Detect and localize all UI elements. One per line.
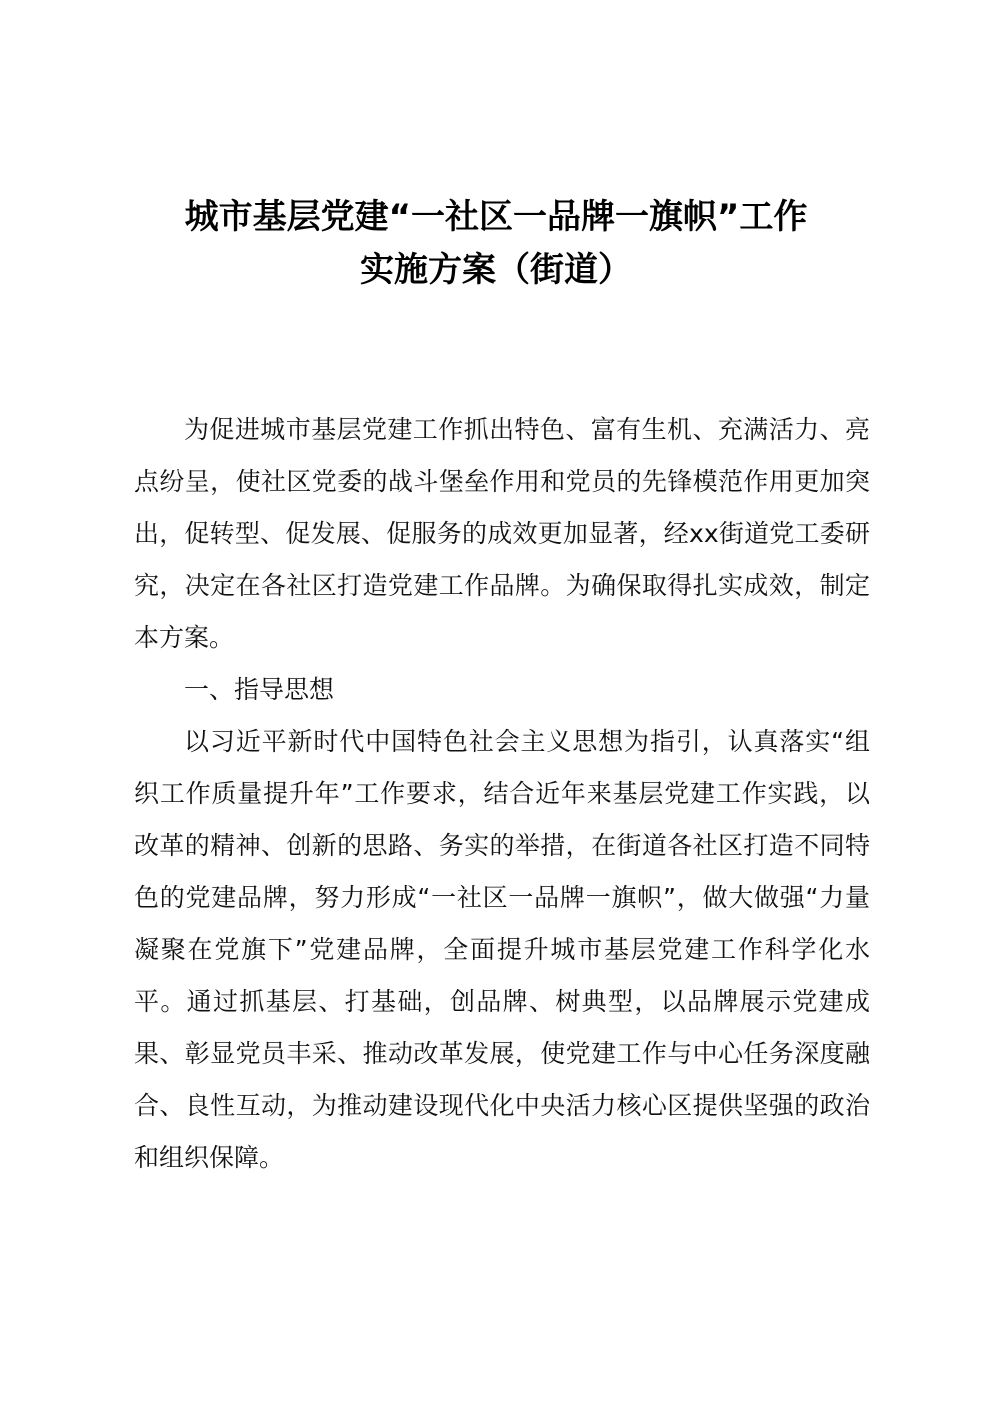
title-line-2: 实施方案（街道）: [360, 250, 632, 290]
section-paragraph-guiding-thought: 以习近平新时代中国特色社会主义思想为指引，认真落实“组织工作质量提升年”工作要求，结合近年来基层党建工作实践，以改革的精神、创新的思路、务实的举措，在街道各社区打造不同特色的党建品牌，努力形成“一社区一品牌一旗帜”，做大做强“力量凝聚在党旗下”党建品牌，全面提升城市基层党建工作科学化水平。通过抓基层、打基础，创品牌、树典型，以品牌展示党建成果、彰显党员丰采、推动改革发展，使党建工作与中心任务深度融合、良性互动，为推动建设现代化中央活力核心区提供坚强的政治和组织保障。: [134, 727, 870, 1172]
title-line-1: 城市基层党建“一社区一品牌一旗帜”工作: [184, 197, 808, 237]
intro-paragraph: 为促进城市基层党建工作抓出特色、富有生机、充满活力、亮点纷呈，使社区党委的战斗堡垒作用和党员的先锋模范作用更加突出，促转型、促发展、促服务的成效更加显著，经xx街道党工委研究，决定在各社区打造党建工作品牌。为确保取得扎实成效，制定本方案。: [134, 415, 870, 652]
document-body: [134, 404, 870, 1184]
document-title: [0, 192, 992, 295]
section-heading-guiding-thought: 一、指导思想: [184, 675, 335, 704]
